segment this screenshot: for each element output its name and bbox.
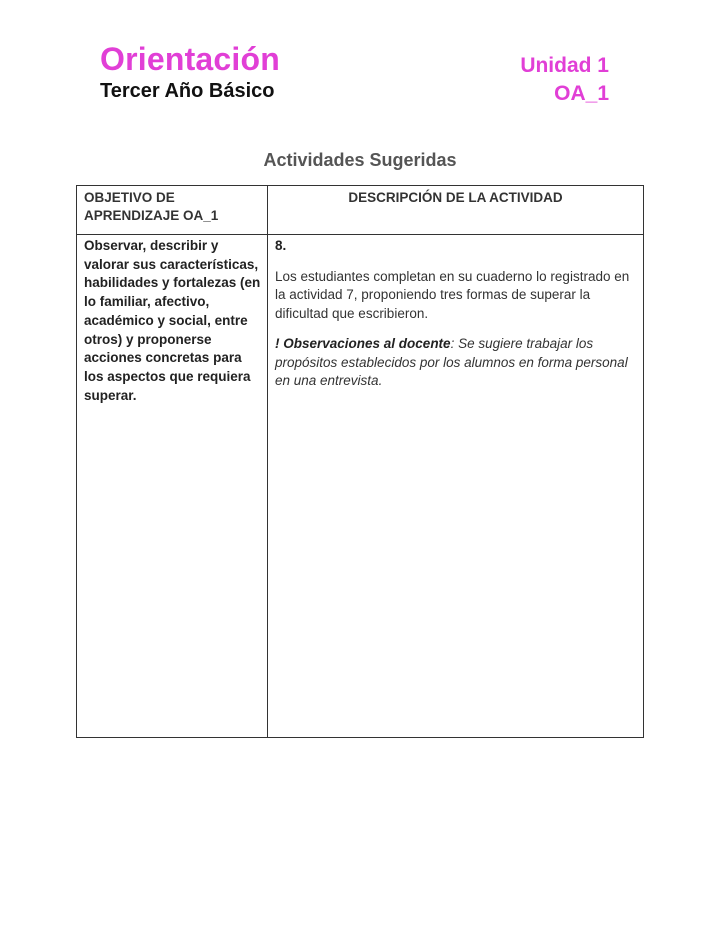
- oa-label: OA_1: [554, 82, 609, 105]
- observation-text: : Se sugiere trabajar los propósitos establecidos por los alumnos en forma personal en una entrevista.: [275, 335, 628, 389]
- table-header-row: [77, 186, 644, 235]
- activities-table: [76, 185, 644, 738]
- description-cell: [268, 235, 644, 738]
- header-right: [520, 52, 609, 108]
- teacher-observation: [275, 335, 635, 391]
- observation-label: ! Observaciones al docente: [275, 335, 451, 351]
- description-column-header: DESCRIPCIÓN DE LA ACTIVIDAD: [268, 186, 644, 235]
- activity-text: Los estudiantes completan en su cuaderno lo registrado en la actividad 7, proponiendo tres formas de superar la dificultad que escribieron.: [275, 268, 630, 322]
- table-row: [77, 235, 644, 738]
- unit-label: Unidad 1: [520, 54, 609, 77]
- subject-title: Orientación: [100, 41, 281, 77]
- header-left: [100, 40, 280, 104]
- objective-column-header: OBJETIVO DE APRENDIZAJE OA_1: [77, 186, 268, 235]
- activity-number: 8.: [275, 238, 287, 253]
- objective-cell: Observar, describir y valorar sus características, habilidades y fortalezas (en lo familiar, afectivo, académico y social, entre otros) y proponerse acciones concretas para los aspectos que requiera superar.: [77, 235, 268, 738]
- grade-subtitle: Tercer Año Básico: [100, 80, 275, 102]
- section-title: Actividades Sugeridas: [263, 150, 457, 170]
